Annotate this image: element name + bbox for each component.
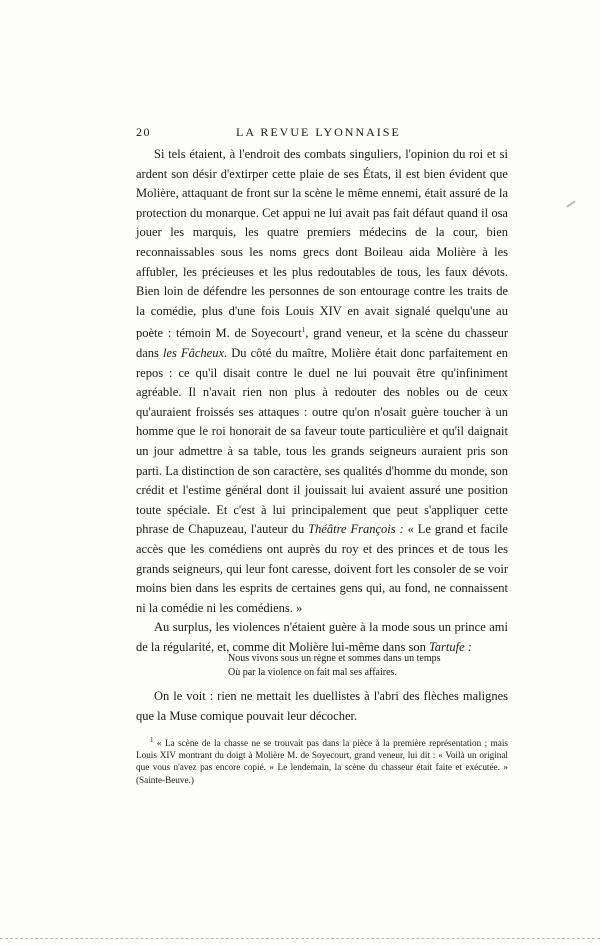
paragraph-1-text-b: , grand veneur, et la scène du chasseur dans: [136, 326, 508, 361]
paragraph-2-text: Au surplus, les violences n'étaient guère à la mode sous un prince ami de la régularité, et, comme dit Molière lui-même dans son: [136, 620, 508, 654]
paragraph-1: [136, 145, 508, 618]
running-head: [136, 125, 506, 141]
play-title-les-facheux: les Fâcheux: [163, 346, 225, 361]
journal-title: LA REVUE LYONNAISE: [236, 125, 401, 139]
footnote-text: « La scène de la chasse ne se trouvait pas dans la pièce à la première représentation ; mais Louis XIV montrant du doigt à Molière M. de Soyecourt, grand veneur, lui dit : « Voilà un original que vous n'avez pas encore copié. » Le lendemain, la scène du chasseur était faite et exécutée. » (Sainte-Beuve.): [136, 738, 508, 785]
verse-line-2: Où par la violence on fait mal ses affaires.: [228, 667, 397, 678]
footnote-marker: 1: [150, 736, 154, 744]
footnote-reference: 1: [301, 326, 306, 335]
paragraph-1-text-a: Si tels étaient, à l'endroit des combats singuliers, l'opinion du roi et si ardent son désir d'extirper cette plaie de ses États, il est bien évident que Molière, attaquant de front sur la scène le même ennemi, était assuré de la protection du monarque. Cet appui ne lui avait pas fait défaut quand il osa jouer les marquis, les quatre premiers médecins de la cour, bien reconnaissables sous les noms grecs dont Boileau aida Molière à les affubler, les précieuses et les plus redoutables de tous, les faux dévots. Bien loin de défendre les personnes de son entourage contre les traits de la comédie, plus d'une fois Louis XIV en avait signalé quelqu'une au poète : témoin M. de Soyecourt: [136, 147, 508, 341]
closing-paragraph: On le voit : rien ne mettait les duellistes à l'abri des flèches malignes que la Muse comique pouvait leur décocher.: [136, 689, 508, 723]
verse-line-1: Nous vivons sous un règne et sommes dans un temps: [228, 653, 441, 664]
page-bottom-edge: [0, 938, 600, 939]
verse-quotation: [228, 652, 441, 680]
scan-speck-mark: [566, 200, 575, 207]
footnote: [136, 734, 508, 786]
page-number: 20: [136, 125, 151, 139]
body-text: [136, 145, 508, 658]
play-title-tartufe: Tartufe :: [428, 640, 472, 654]
paragraph-1-quote: « Le grand et facile accès que les comédiens ont auprès du roy et des princes et de tous les grands seigneurs, qui leur font caresse, doivent fort les consoler de se voir moins bien dans les esprits de certaines gens qui, au fond, ne connaissent ni la comédie ni les comédiens. »: [136, 522, 508, 615]
book-title-theatre-francois: Théâtre François :: [308, 522, 404, 537]
paragraph-1-text-c: . Du côté du maître, Molière était donc parfaitement en repos : ce qu'il disait contre le duel ne lui pouvait être qu'infiniment agréable. Il n'avait rien non plus à redouter des nobles ou de ceux qu'auraient froissés ses attaques : outre qu'on n'osait guère toucher à un homme que le roi honorait de sa faveur toute particulière et qu'il daignait un jour admettre à sa table, tous les grands seigneurs auraient pris son parti. La distinction de son caractère, ses qualités d'homme du monde, son crédit et l'estime général dont il jouissait lui avaient assuré une position toute spéciale. Et c'est à lui principalement que peut s'appliquer cette phrase de Chapuzeau, l'auteur du: [136, 346, 508, 537]
